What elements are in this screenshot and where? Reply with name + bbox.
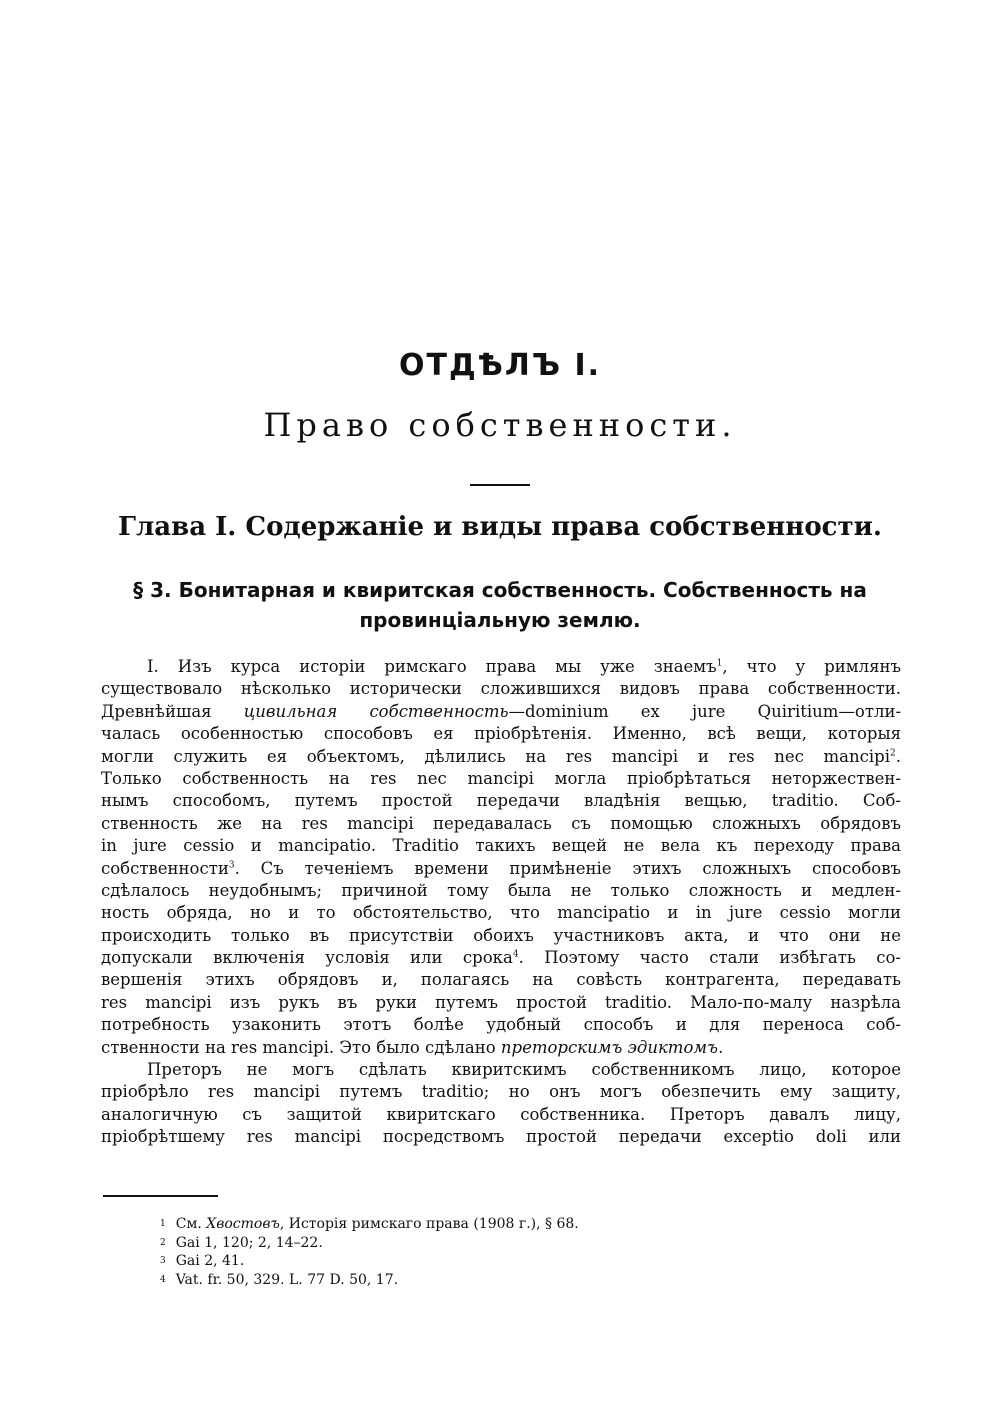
text-line: res mancipi изъ рукъ въ руки путемъ простой traditio. Мало-по-малу назрѣла — [101, 992, 901, 1012]
text-line: потребность узаконить этотъ болѣе удобный способъ и для переноса соб- — [101, 1015, 901, 1035]
footnotes — [160, 1215, 860, 1289]
italic-term: преторскимъ эдиктомъ — [500, 1037, 719, 1057]
text-span: . — [895, 746, 901, 766]
text-line: аналогичную съ защитой квиритскаго собственника. Преторъ давалъ лицу, — [101, 1104, 901, 1124]
footnote-text: , Исторія римскаго права (1908 г.), § 68. — [279, 1216, 579, 1232]
text-span: . Съ теченіемъ времени примѣненіе этихъ сложныхъ способовъ — [234, 858, 901, 878]
text-line: Только собственность на res nec mancipi могла пріобрѣтаться неторжествен- — [101, 768, 901, 788]
footnote-text: См. — [175, 1216, 202, 1232]
text-line — [101, 858, 901, 880]
text-line — [101, 746, 901, 768]
text-line: пріобрѣтшему res mancipi посредствомъ простой передачи exceptio doli или — [101, 1127, 901, 1147]
footnote-number: 1 — [160, 1219, 166, 1229]
text-line: ственность же на res mancipi передавалась съ помощью сложныхъ обрядовъ — [101, 813, 901, 833]
paragraph-title: § 3. Бонитарная и квиритская собственность. Собственность на провинціальную землю. — [133, 578, 867, 632]
footnote — [160, 1234, 860, 1253]
footnote — [160, 1252, 860, 1271]
footnote-number: 2 — [160, 1237, 166, 1248]
text-line — [101, 701, 901, 723]
text-line: существовало нѣсколько исторически сложившихся видовъ права собственности. — [101, 679, 901, 699]
text-line: вершенія этихъ обрядовъ и, полагаясь на совѣсть контрагента, передавать — [101, 970, 901, 990]
footnote-text: Vat. fr. 50, 329. L. 77 D. 50, 17. — [175, 1271, 399, 1288]
footnote-ref: 3 — [228, 860, 235, 871]
text-line: сдѣлалось неудобнымъ; причиной тому была не только сложность и медлен- — [101, 880, 901, 900]
text-span: собственности — [101, 858, 229, 878]
text-line: происходить только въ присутствіи обоихъ участниковъ акта, и что они не — [101, 925, 901, 945]
text-span: ственности на res mancipi. Это было сдѣлано — [101, 1037, 496, 1057]
text-line — [101, 1037, 901, 1059]
section-subtitle: Право собственности. — [263, 406, 737, 444]
footnote-number: 3 — [160, 1256, 166, 1266]
text-span: , что у римлянъ — [722, 657, 901, 676]
footnote — [160, 1215, 860, 1234]
body-text — [101, 656, 901, 1149]
text-line — [101, 656, 901, 678]
text-line: ность обряда, но и то обстоятельство, что mancipatio и in jure cessio могли — [101, 903, 901, 923]
title-divider — [470, 484, 530, 486]
text-span: —dominium ex jure Quiritium—отли- — [508, 701, 902, 721]
text-span: I. Изъ курса исторіи римскаго права мы уже знаемъ — [147, 657, 717, 676]
text-span: могли служить ея объектомъ, дѣлились на res mancipi и res nec mancipi — [101, 746, 891, 766]
footnote-divider — [103, 1195, 218, 1197]
chapter-title: Глава I. Содержаніе и виды права собственности. — [118, 512, 882, 542]
footnote — [160, 1271, 860, 1290]
text-span: . — [718, 1037, 724, 1057]
section-title: ОТДѢЛЪ I. — [399, 348, 601, 383]
footnote-text: Gai 2, 41. — [175, 1253, 245, 1269]
text-line: in jure cessio и mancipatio. Traditio такихъ вещей не вела къ переходу права — [101, 836, 901, 856]
footnote-ref: 2 — [890, 748, 896, 759]
italic-term: цивильная собственность — [243, 701, 509, 721]
footnote-number: 4 — [160, 1274, 166, 1285]
text-span: допускали включенія условія или срока — [101, 948, 513, 968]
footnote-ref: 4 — [512, 949, 519, 960]
text-line: чалась особенностью способовъ ея пріобрѣтенія. Именно, всѣ вещи, которыя — [101, 724, 901, 744]
text-line: нымъ способомъ, путемъ простой передачи владѣнія вещью, traditio. Соб- — [101, 791, 901, 811]
footnote-text: Gai 1, 120; 2, 14–22. — [175, 1234, 323, 1251]
footnote-ref: 1 — [716, 658, 723, 669]
footnote-author: Хвостовъ — [206, 1216, 280, 1232]
text-line: пріобрѣло res mancipi путемъ traditio; но онъ могъ обезпечить ему защиту, — [101, 1082, 901, 1102]
text-line: Преторъ не могъ сдѣлать квиритскимъ собственникомъ лицо, которое — [147, 1060, 901, 1080]
text-span: Древнѣйшая — [101, 701, 212, 721]
text-line — [101, 947, 901, 969]
text-span: . Поэтому часто стали избѣгать со- — [518, 948, 901, 968]
